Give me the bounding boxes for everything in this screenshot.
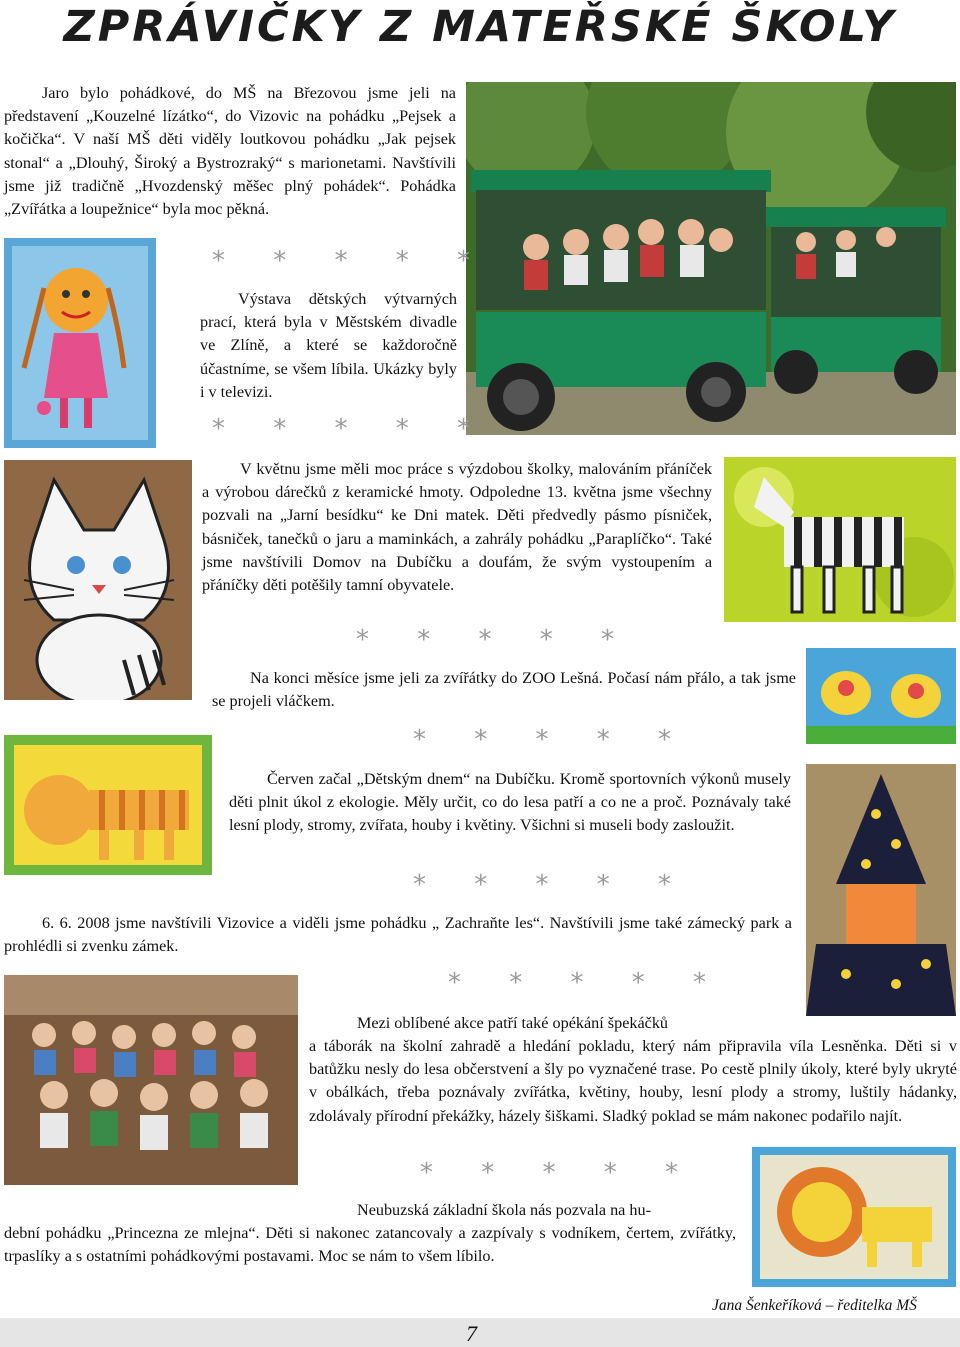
tiger-drawing bbox=[4, 735, 212, 875]
cat-drawing bbox=[4, 460, 192, 700]
train-photo bbox=[466, 82, 956, 435]
paragraph-may: V květnu jsme měli moc práce s výzdobou školky, malováním přáníček a výrobou dárečků z keramické hmoty. Odpoledne 13. května jsme všechny pozvali na „Jarní besídku“ ke Dni matek. Děti předvedly pásmo písniček, básniček, tanečků o jaru a maminkách, a zahrály pohádku „Paraplíčko“. Také jsme navštívili Domov na Dubíčku a doufám, že svým vystoupením a přáníčky děti potěšily tamní obyvatele. bbox=[202, 460, 712, 595]
paragraph-vizovice: 6. 6. 2008 jsme navštívili Vizovice a viděli jsme pohádku „ Zachraňte les“. Navštívili jsme také zámecký park a prohlédli si zvenku zámek. bbox=[4, 914, 792, 956]
paragraph-sausage-roast: a táborák na školní zahradě a hledání pokladu, který nám připravila víla Lesněnka. Děti si v batůžku nesly do lesa občerstvení a šly po vyznačené trase. Po cestě plnily úkoly, které byly ukryté v obálkách, třeba poznávaly zvířátka, květiny, houby, lesní plody a stromy, luštily hádanky, zdolávaly přírodní překážky, házely šiškami. Sladký poklad se mám nakonec podařilo najít. bbox=[309, 1037, 957, 1125]
separator-stars-3: * * * * * bbox=[356, 625, 635, 655]
separator-stars-7: * * * * * bbox=[420, 1158, 699, 1188]
zebra-drawing bbox=[724, 457, 956, 622]
separator-stars-2: * * * * * bbox=[212, 414, 491, 444]
paragraph-exhibition: Výstava dětských výtvarných prací, která byla v Městském divadle ve Zlíně, a které se každoročně účastníme, se všem líbila. Ukázky byly i v televizi. bbox=[200, 290, 457, 401]
paragraph-zoo: Na konci měsíce jsme jeli za zvířátky do ZOO Lešná. Počasí nám přálo, a tak jsme se projeli vláčkem. bbox=[212, 669, 796, 711]
lion-drawing bbox=[752, 1147, 956, 1287]
signature: Jana Šenkeříková – ředitelka MŠ bbox=[712, 1297, 917, 1314]
footer-bar bbox=[0, 1318, 960, 1347]
paragraph-sausage-roast-line1: Mezi oblíbené akce patří také opékání špekáčků bbox=[357, 1014, 669, 1032]
audience-photo bbox=[4, 975, 298, 1185]
separator-stars-1: * * * * * bbox=[212, 246, 491, 276]
page-number: 7 bbox=[466, 1321, 477, 1346]
separator-stars-6: * * * * * bbox=[448, 968, 727, 998]
butterflies-drawing bbox=[806, 648, 956, 744]
page-title: ZPRÁVIČKY Z MATEŘSKÉ ŠKOLY bbox=[63, 2, 897, 52]
paragraph-childrens-day: Červen začal „Dětským dnem“ na Dubíčku. Kromě sportovních výkonů musely děti plnit úkol z ekologie. Měly určit, co do lesa patří a co ne a proč. Poznávaly také lesní plody, stromy, zvířata, houby i květiny. Všichni si museli body zasloužit. bbox=[229, 770, 791, 835]
paragraph-spring-fairytales: Jaro bylo pohádkové, do MŠ na Březovou jsme jeli na představení „Kouzelné lízátko“, do Vizovic na pohádku „Pejsek a kočička“. V naší MŠ děti viděly loutkovou pohádku „Jak pejsek stonal“ a „Dlouhý, Široký a Bystrozraký“ s marionetami. Navštívili jsme již tradičně „Hvozdenský měšec plný pohádek“. Pohádka „Zvířátka a loupežnice“ byla moc pěkná. bbox=[4, 84, 456, 219]
girl-drawing bbox=[4, 238, 156, 448]
wizard-drawing bbox=[806, 764, 956, 1016]
paragraph-neubuz: dební pohádku „Princezna ze mlejna“. Děti si nakonec zatancovaly a zazpívaly s vodníkem, čertem, zvířátky, trpaslíky a s ostatními pohádkovými postavami. Moc se nám to všem líbilo. bbox=[4, 1224, 736, 1266]
separator-stars-4: * * * * * bbox=[413, 725, 692, 755]
separator-stars-5: * * * * * bbox=[413, 870, 692, 900]
paragraph-neubuz-line1: Neubuzská základní škola nás pozvala na hu- bbox=[357, 1201, 651, 1219]
